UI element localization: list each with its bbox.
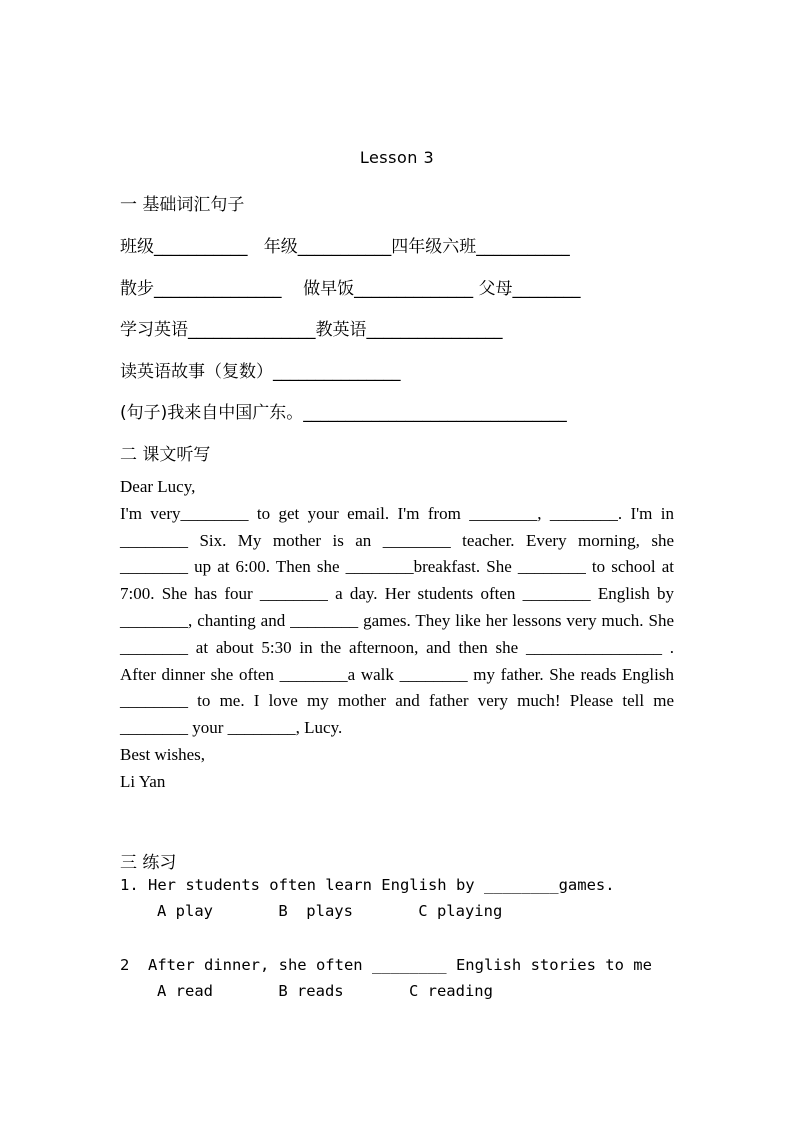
vocab-line-4: 读英语故事（复数）_______________ — [120, 362, 401, 382]
letter-signature: Li Yan — [120, 771, 166, 791]
vocab-line-5: (句子)我来自中国广东。_______________________________ — [120, 403, 567, 423]
question-2-stem: 2 After dinner, she often ________ English stories to me — [120, 956, 652, 974]
letter-closing: Best wishes, — [120, 744, 205, 764]
vocab-line-1: 班级___________ 年级___________四年级六班___________ — [120, 237, 570, 257]
question-1-stem: 1. Her students often learn English by ________games. — [120, 876, 615, 894]
section-1-heading: 一 基础词汇句子 — [120, 195, 245, 215]
section-3-heading: 三 练习 — [120, 853, 177, 873]
question-2-options: A read B reads C reading — [157, 982, 493, 1000]
dictation-letter — [120, 474, 674, 796]
section-2-heading: 二 课文听写 — [120, 445, 211, 465]
letter-greeting: Dear Lucy, — [120, 477, 196, 496]
letter-body: I'm very________ to get your email. I'm from ________, ________. I'm in ________ Six. My mother is an ________ teacher. Every morning, she ________ up at 6:00. Then she ________breakfast. She ________ to school at 7:00. She has four ________ a day. Her students often ________ English by ________, chanting and ________ games. They like her lessons very much. She ________ at about 5:30 in the afternoon, and then she ________________ . After dinner she often ________a walk ________ my father. She reads English ________ to me. I love my mother and father very much! Please tell me ________ your ________, Lucy. — [120, 503, 674, 738]
vocab-line-3: 学习英语_______________教英语________________ — [120, 320, 503, 340]
question-1-options: A play B plays C playing — [157, 902, 503, 920]
vocab-line-2: 散步_______________ 做早饭______________ 父母________ — [120, 279, 581, 299]
page-title: Lesson 3 — [359, 148, 435, 167]
